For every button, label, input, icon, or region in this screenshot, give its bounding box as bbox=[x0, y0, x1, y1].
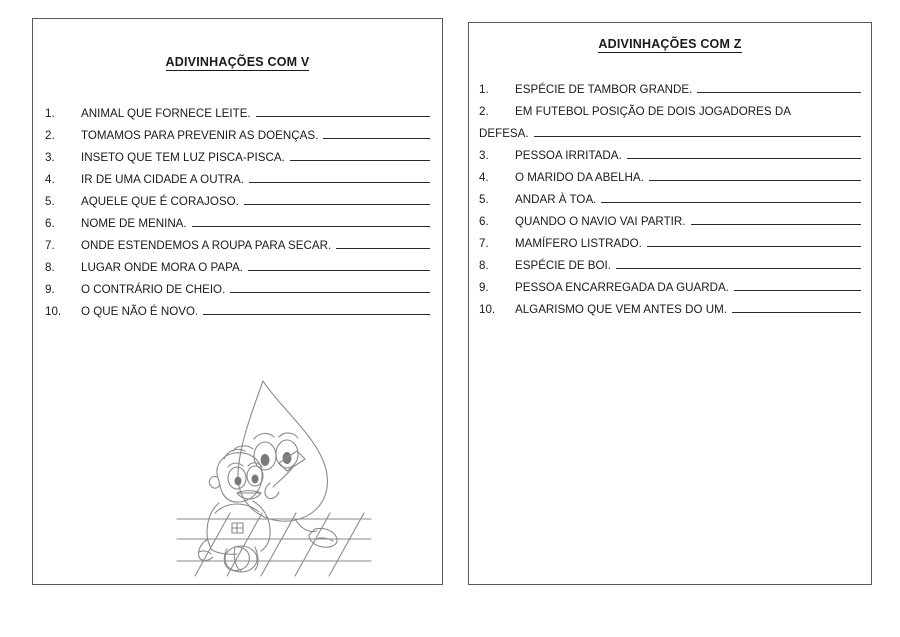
item-body bbox=[81, 191, 430, 213]
item-body bbox=[515, 277, 861, 299]
item-body bbox=[81, 257, 430, 279]
answer-blank-line[interactable] bbox=[691, 213, 862, 225]
answer-blank-line[interactable] bbox=[249, 171, 430, 183]
answer-blank-line[interactable] bbox=[336, 237, 430, 249]
item-text: INSETO QUE TEM LUZ PISCA-PISCA. bbox=[81, 151, 285, 164]
riddle-list-left bbox=[43, 103, 430, 323]
item-body bbox=[81, 301, 430, 323]
answer-blank-line[interactable] bbox=[323, 127, 430, 139]
list-item bbox=[43, 235, 430, 257]
item-body bbox=[515, 79, 861, 101]
item-text: ANIMAL QUE FORNECE LEITE. bbox=[81, 107, 251, 120]
item-text: EM FUTEBOL POSIÇÃO DE DOIS JOGADORES DA bbox=[515, 105, 791, 118]
item-body bbox=[515, 189, 861, 211]
riddle-list-right bbox=[477, 79, 861, 321]
item-number: 8. bbox=[45, 261, 55, 274]
item-text: ALGARISMO QUE VEM ANTES DO UM. bbox=[515, 303, 727, 316]
item-text: IR DE UMA CIDADE A OUTRA. bbox=[81, 173, 244, 186]
item-text: TOMAMOS PARA PREVENIR AS DOENÇAS. bbox=[81, 129, 319, 142]
item-body bbox=[81, 213, 430, 235]
item-line-second bbox=[477, 123, 861, 145]
item-body bbox=[81, 235, 430, 257]
answer-blank-line[interactable] bbox=[230, 281, 430, 293]
item-number: 3. bbox=[479, 149, 489, 162]
item-number: 10. bbox=[479, 303, 496, 316]
item-number: 1. bbox=[479, 83, 489, 96]
item-text: O QUE NÃO É NOVO. bbox=[81, 305, 199, 318]
list-item bbox=[477, 211, 861, 233]
item-number: 6. bbox=[479, 215, 489, 228]
list-item bbox=[477, 233, 861, 255]
answer-blank-line[interactable] bbox=[697, 81, 861, 93]
item-text: AQUELE QUE É CORAJOSO. bbox=[81, 195, 239, 208]
item-number: 7. bbox=[479, 237, 489, 250]
item-line-first bbox=[477, 101, 861, 123]
item-text: LUGAR ONDE MORA O PAPA. bbox=[81, 261, 243, 274]
item-text: ANDAR À TOA. bbox=[515, 193, 597, 206]
list-item bbox=[43, 257, 430, 279]
answer-blank-line[interactable] bbox=[616, 257, 861, 269]
answer-blank-line[interactable] bbox=[627, 147, 861, 159]
item-number: 2. bbox=[479, 105, 489, 118]
list-item bbox=[477, 101, 861, 145]
item-text: O MARIDO DA ABELHA. bbox=[515, 171, 644, 184]
list-item bbox=[43, 147, 430, 169]
item-number: 4. bbox=[45, 173, 55, 186]
item-body bbox=[515, 145, 861, 167]
answer-blank-line[interactable] bbox=[192, 215, 430, 227]
list-item bbox=[43, 103, 430, 125]
item-text: ESPÉCIE DE BOI. bbox=[515, 259, 611, 272]
page-title-right-text: ADIVINHAÇÕES COM Z bbox=[598, 37, 742, 51]
page-title-left bbox=[33, 55, 442, 69]
answer-blank-line[interactable] bbox=[203, 303, 430, 315]
answer-blank-line[interactable] bbox=[290, 149, 430, 161]
item-number: 7. bbox=[45, 239, 55, 252]
item-body bbox=[515, 167, 861, 189]
page-title-right bbox=[469, 37, 871, 51]
answer-blank-line[interactable] bbox=[649, 169, 861, 181]
list-item bbox=[43, 125, 430, 147]
item-text: PESSOA ENCARREGADA DA GUARDA. bbox=[515, 281, 729, 294]
item-body bbox=[515, 299, 861, 321]
list-item bbox=[43, 191, 430, 213]
list-item bbox=[477, 189, 861, 211]
page-title-left-text: ADIVINHAÇÕES COM V bbox=[165, 55, 310, 69]
item-text: MAMÍFERO LISTRADO. bbox=[515, 237, 642, 250]
item-text: O CONTRÁRIO DE CHEIO. bbox=[81, 283, 226, 296]
item-body bbox=[81, 125, 430, 147]
worksheet-page-right bbox=[468, 22, 872, 585]
item-body bbox=[515, 211, 861, 233]
item-number: 6. bbox=[45, 217, 55, 230]
item-number: 3. bbox=[45, 151, 55, 164]
list-item bbox=[477, 167, 861, 189]
list-item bbox=[477, 277, 861, 299]
answer-blank-line[interactable] bbox=[248, 259, 430, 271]
answer-blank-line[interactable] bbox=[647, 235, 861, 247]
answer-blank-line[interactable] bbox=[534, 125, 861, 137]
answer-blank-line[interactable] bbox=[734, 279, 861, 291]
item-number: 5. bbox=[45, 195, 55, 208]
illustration-child-with-water-drop bbox=[175, 371, 375, 579]
item-number: 8. bbox=[479, 259, 489, 272]
item-text-continued: DEFESA. bbox=[479, 127, 529, 140]
item-text: ESPÉCIE DE TAMBOR GRANDE. bbox=[515, 83, 693, 96]
item-body bbox=[81, 169, 430, 191]
item-body bbox=[81, 147, 430, 169]
list-item bbox=[477, 255, 861, 277]
item-body bbox=[515, 233, 861, 255]
item-text: NOME DE MENINA. bbox=[81, 217, 187, 230]
answer-blank-line[interactable] bbox=[256, 105, 430, 117]
item-text: ONDE ESTENDEMOS A ROUPA PARA SECAR. bbox=[81, 239, 332, 252]
list-item bbox=[43, 301, 430, 323]
item-body bbox=[81, 103, 430, 125]
list-item bbox=[43, 169, 430, 191]
item-number: 1. bbox=[45, 107, 55, 120]
answer-blank-line[interactable] bbox=[244, 193, 430, 205]
item-body bbox=[515, 255, 861, 277]
item-text: QUANDO O NAVIO VAI PARTIR. bbox=[515, 215, 686, 228]
list-item bbox=[477, 145, 861, 167]
answer-blank-line[interactable] bbox=[601, 191, 861, 203]
item-number: 2. bbox=[45, 129, 55, 142]
item-body bbox=[81, 279, 430, 301]
list-item bbox=[43, 279, 430, 301]
item-number: 5. bbox=[479, 193, 489, 206]
answer-blank-line[interactable] bbox=[732, 301, 861, 313]
item-number: 4. bbox=[479, 171, 489, 184]
list-item bbox=[477, 299, 861, 321]
worksheet-page-left bbox=[32, 18, 443, 585]
list-item bbox=[43, 213, 430, 235]
item-number: 9. bbox=[45, 283, 55, 296]
item-number: 9. bbox=[479, 281, 489, 294]
item-text: PESSOA IRRITADA. bbox=[515, 149, 622, 162]
item-number: 10. bbox=[45, 305, 62, 318]
list-item bbox=[477, 79, 861, 101]
